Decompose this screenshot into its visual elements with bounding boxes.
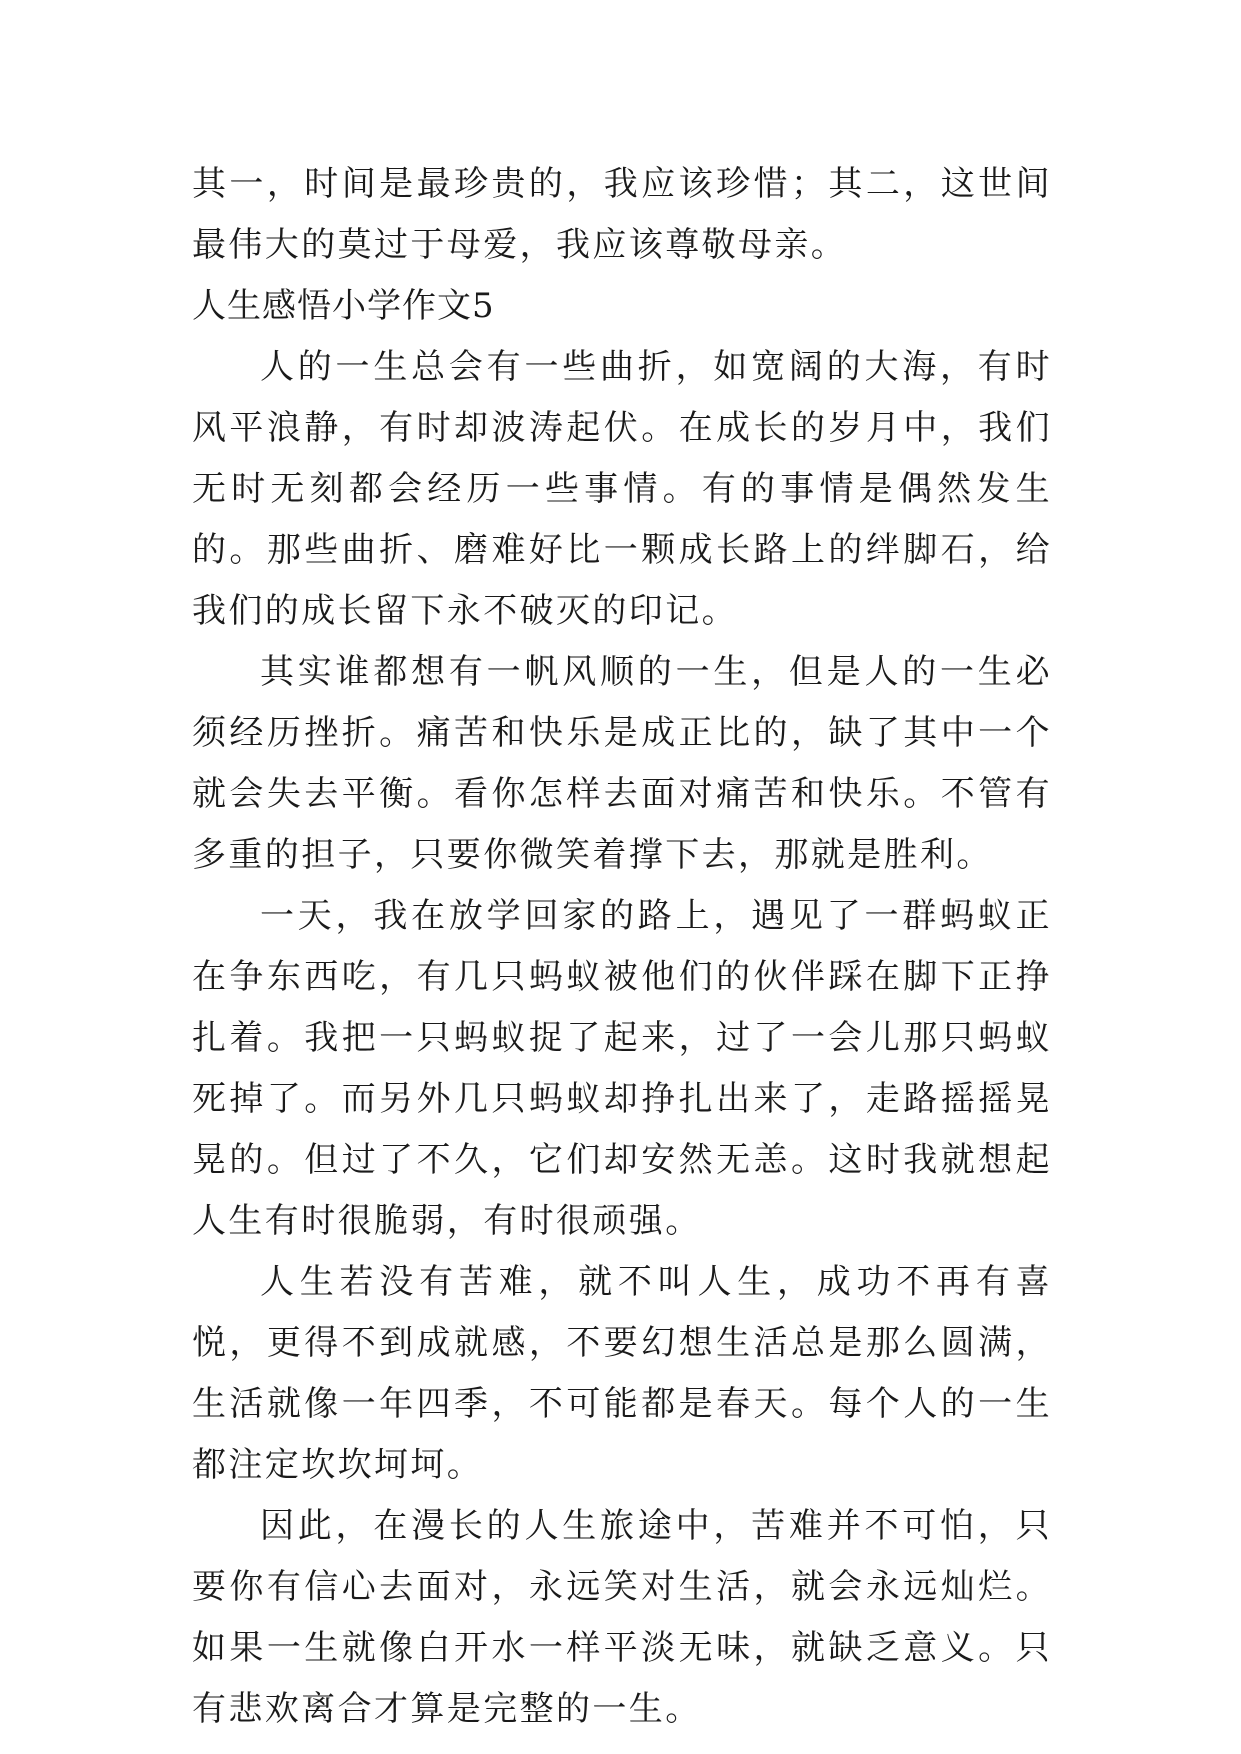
paragraph-2: 人的一生总会有一些曲折，如宽阔的大海，有时风平浪静，有时却波涛起伏。在成长的岁月中，我们无时无刻都会经历一些事情。有的事情是偶然发生的。那些曲折、磨难好比一颗成长路上的绊脚石，给我们的成长留下永不破灭的印记。 bbox=[192, 347, 1052, 631]
section-heading: 人生感悟小学作文5 bbox=[192, 286, 495, 326]
paragraph-1: 其一，时间是最珍贵的，我应该珍惜；其二，这世间最伟大的莫过于母爱，我应该尊敬母亲。 bbox=[192, 164, 1052, 265]
paragraph-6: 因此，在漫长的人生旅途中，苦难并不可怕，只要你有信心去面对，永远笑对生活，就会永远灿烂。如果一生就像白开水一样平淡无味，就缺乏意义。只有悲欢离合才算是完整的一生。 bbox=[192, 1506, 1052, 1729]
paragraph-4: 一天，我在放学回家的路上，遇见了一群蚂蚁正在争东西吃，有几只蚂蚁被他们的伙伴踩在脚下正挣扎着。我把一只蚂蚁捉了起来，过了一会儿那只蚂蚁死掉了。而另外几只蚂蚁却挣扎出来了，走路摇摇晃晃的。但过了不久，它们却安然无恙。这时我就想起人生有时很脆弱，有时很顽强。 bbox=[192, 896, 1052, 1241]
paragraph-3: 其实谁都想有一帆风顺的一生，但是人的一生必须经历挫折。痛苦和快乐是成正比的，缺了其中一个就会失去平衡。看你怎样去面对痛苦和快乐。不管有多重的担子，只要你微笑着撑下去，那就是胜利。 bbox=[192, 652, 1052, 875]
paragraph-5: 人生若没有苦难，就不叫人生，成功不再有喜悦，更得不到成就感，不要幻想生活总是那么圆满，生活就像一年四季，不可能都是春天。每个人的一生都注定坎坎坷坷。 bbox=[192, 1262, 1052, 1485]
document-body bbox=[192, 154, 1052, 1740]
